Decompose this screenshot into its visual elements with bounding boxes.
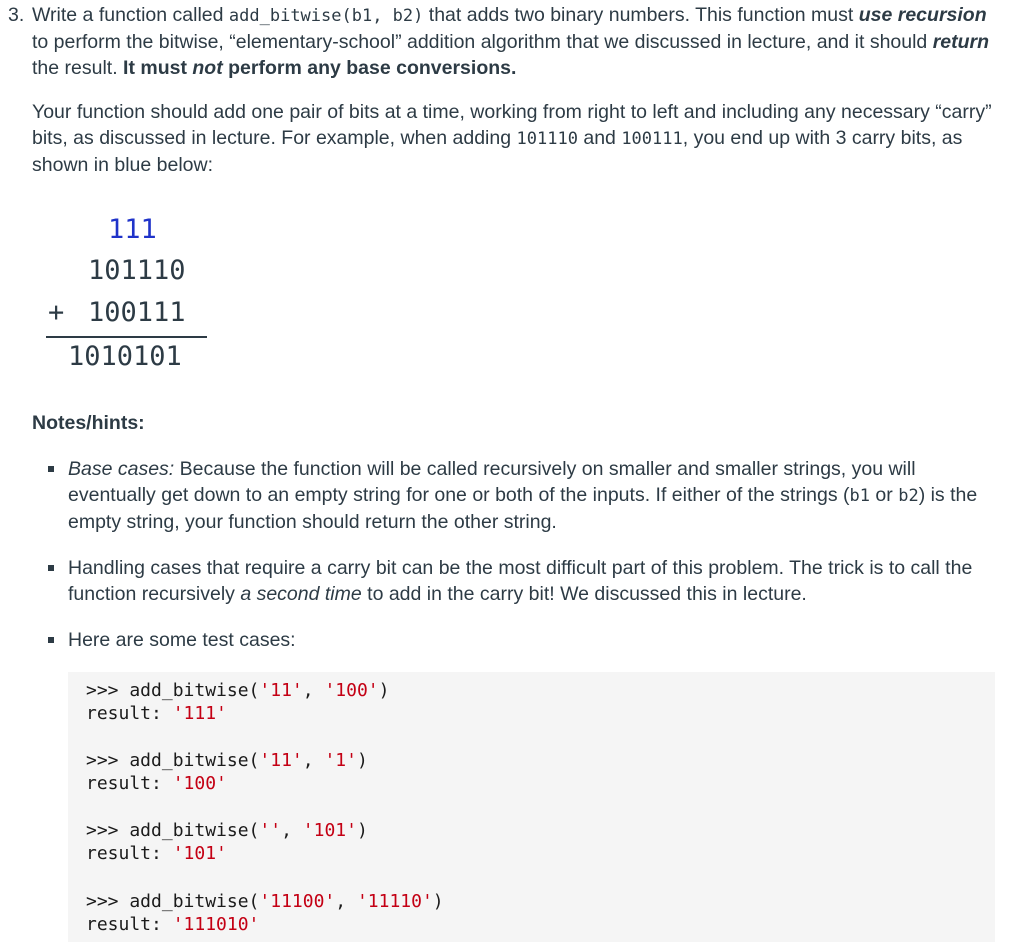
carry-bits: 111	[108, 214, 157, 245]
function-signature: add_bitwise(b1, b2)	[228, 6, 424, 26]
problem-text-1: Write a function called	[32, 4, 229, 26]
example-number-2: 100111	[621, 129, 683, 149]
problem-statement	[8, 2, 998, 81]
example-number-1: 101110	[516, 129, 578, 149]
example-text-1: Your function should add one pair of bits at a time, working from right to left and including any necessary “carry” bits, as discussed in lecture. For example, when adding	[32, 101, 992, 149]
test-call: >>> add_bitwise('', '101')	[86, 820, 368, 841]
test-call: >>> add_bitwise('11', '100')	[86, 680, 390, 701]
problem-text-4: the result.	[32, 57, 124, 79]
example-text-3: , you end up with 3 carry bits, as shown in blue below:	[32, 127, 963, 176]
plus-sign: +	[48, 297, 65, 328]
example-text-2: and	[577, 127, 622, 149]
notes-heading: Notes/hints:	[32, 412, 145, 434]
hint-base-cases: Base cases: Because the function will be called recursively on smaller and smaller strings, you will eventually get down to an empty string for one or both of the inputs. If either of the strings (b1 or b2) is the empty string, your function should return the other string.	[68, 456, 1003, 535]
problem-text-3: to perform the bitwise, “elementary-school” addition algorithm that we discussed in lecture, and it should	[32, 31, 933, 53]
bullet-marker	[48, 565, 54, 571]
use-recursion-emphasis: use recursion	[858, 4, 987, 26]
addend-bottom: 100111	[88, 297, 186, 328]
sum-result: 1010101	[68, 341, 182, 372]
return-emphasis: return	[932, 31, 990, 53]
addend-top: 101110	[88, 255, 186, 286]
test-call: >>> add_bitwise('11100', '11110')	[86, 891, 444, 912]
test-call: >>> add_bitwise('11', '1')	[86, 750, 368, 771]
no-conversion-warning: It must not perform any base conversions.	[123, 57, 517, 79]
test-result: result: '100'	[86, 773, 227, 794]
bullet-marker	[48, 466, 54, 472]
hint-test-cases: Here are some test cases:	[68, 627, 1003, 653]
problem-number: 3.	[8, 4, 25, 26]
test-result: result: '101'	[86, 843, 227, 864]
problem-text-2: that adds two binary numbers. This function must	[423, 4, 859, 26]
example-paragraph	[32, 99, 1007, 178]
problem-text	[32, 2, 998, 81]
test-result: result: '111'	[86, 703, 227, 724]
test-result: result: '111010'	[86, 914, 260, 935]
bullet-marker	[48, 637, 54, 643]
hint-carry-bit: Handling cases that require a carry bit can be the most difficult part of this problem. The trick is to call the function recursively a second time to add in the carry bit! We discussed this in lecture.	[68, 555, 1003, 607]
test-cases-code-block	[68, 672, 995, 942]
